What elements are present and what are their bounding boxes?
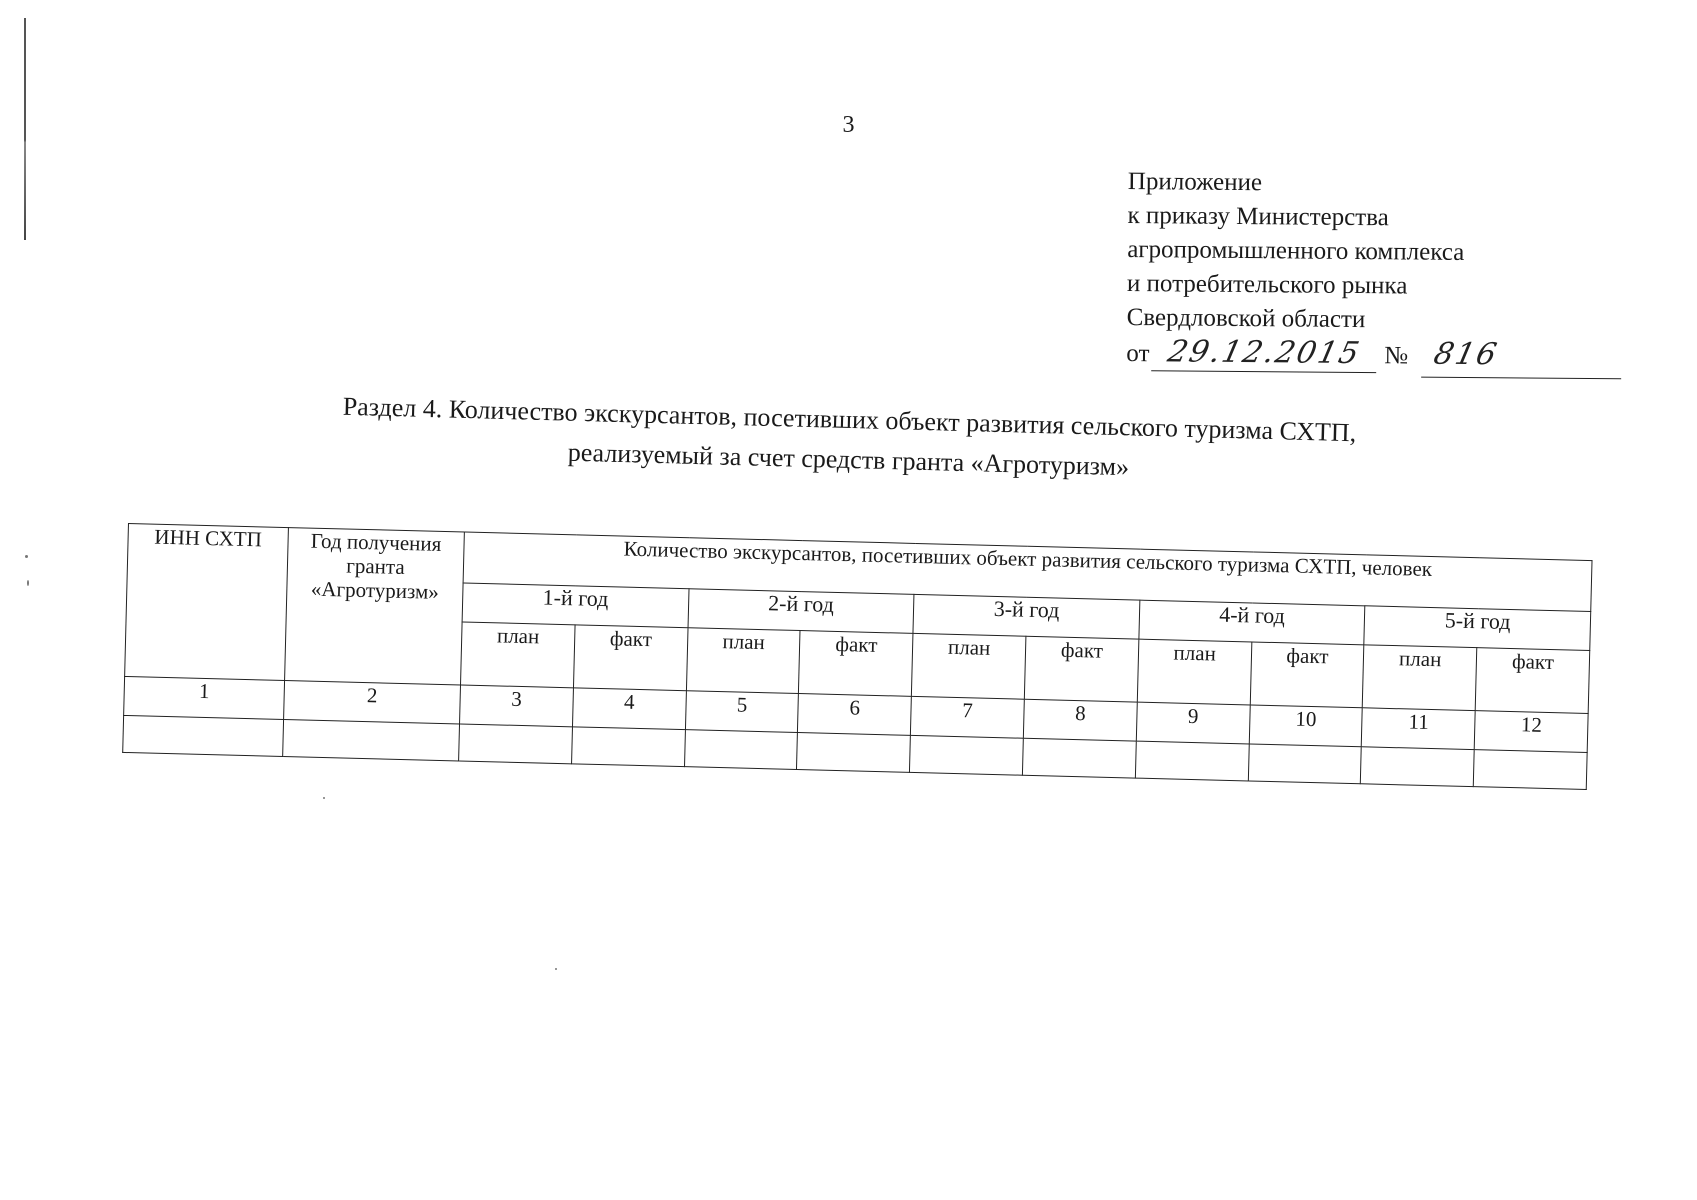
section-title xyxy=(278,385,1420,495)
scan-speck xyxy=(323,797,325,799)
header-year-2: 2-й год xyxy=(688,589,915,634)
table-cell xyxy=(1361,747,1475,787)
report-table xyxy=(122,523,1592,790)
scan-speck xyxy=(555,968,557,970)
column-number: 11 xyxy=(1362,708,1476,750)
column-number: 9 xyxy=(1136,702,1250,744)
order-date-number-line xyxy=(1126,335,1596,379)
header-plan: план xyxy=(686,628,800,694)
number-label: № xyxy=(1384,342,1409,370)
appendix-line: и потребительского рынка xyxy=(1126,269,1408,300)
header-visitors-group: Количество экскурсантов, посетивших объект развития сельского туризма СХТП, человек xyxy=(463,532,1592,612)
page-number: 3 xyxy=(842,112,855,138)
header-inn: ИНН СХТП xyxy=(125,524,289,681)
column-number: 12 xyxy=(1474,711,1588,753)
scan-speck xyxy=(27,580,29,586)
table-cell xyxy=(1135,741,1249,781)
header-year-5: 5-й год xyxy=(1364,606,1591,651)
date-label: от xyxy=(1126,339,1150,368)
appendix-line: к приказу Министерства xyxy=(1127,201,1389,232)
column-number: 8 xyxy=(1023,699,1137,741)
column-number: 3 xyxy=(460,685,574,727)
table-cell xyxy=(123,715,284,756)
column-number: 5 xyxy=(685,691,799,733)
table-cell xyxy=(459,724,573,764)
column-number: 7 xyxy=(911,696,1025,738)
table-cell xyxy=(1248,744,1362,784)
header-plan: план xyxy=(1137,639,1251,705)
table-cell xyxy=(684,730,798,770)
handwritten-date: 29.12.2015 xyxy=(1164,334,1365,372)
header-grant-year: Год получения гранта «Агротуризм» xyxy=(285,528,465,685)
section-title-line-2: реализуемый за счет средств гранта «Агротуризм» xyxy=(567,437,1130,482)
handwritten-number: 816 xyxy=(1430,336,1502,373)
header-fact: факт xyxy=(1024,636,1138,702)
header-plan: план xyxy=(461,622,575,688)
header-plan: план xyxy=(912,633,1026,699)
table-cell xyxy=(283,719,460,760)
header-year-4: 4-й год xyxy=(1139,600,1366,645)
table-cell xyxy=(910,735,1024,775)
header-fact: факт xyxy=(573,625,687,691)
table-cell xyxy=(797,733,911,773)
column-number: 10 xyxy=(1249,705,1363,747)
header-fact: факт xyxy=(1250,642,1364,708)
column-number: 2 xyxy=(284,681,461,724)
column-number: 1 xyxy=(124,676,285,719)
header-year-1: 1-й год xyxy=(462,583,689,628)
table-cell xyxy=(571,727,685,767)
column-number: 4 xyxy=(572,688,686,730)
header-fact: факт xyxy=(1475,648,1589,714)
appendix-line: Приложение xyxy=(1127,167,1263,197)
table-cell xyxy=(1473,750,1587,790)
report-table-wrapper xyxy=(122,523,1592,790)
appendix-line: Свердловской области xyxy=(1126,303,1366,334)
table-cell xyxy=(1022,738,1136,778)
header-plan: план xyxy=(1363,645,1477,711)
header-year-3: 3-й год xyxy=(913,594,1140,639)
header-fact: факт xyxy=(799,631,913,697)
scan-speck xyxy=(25,555,28,558)
column-number: 6 xyxy=(798,694,912,736)
appendix-line: агропромышленного комплекса xyxy=(1127,235,1465,266)
appendix-block xyxy=(1126,165,1598,379)
section-title-line-1: Раздел 4. Количество экскурсантов, посетивших объект развития сельского туризма СХТП, xyxy=(342,391,1357,448)
